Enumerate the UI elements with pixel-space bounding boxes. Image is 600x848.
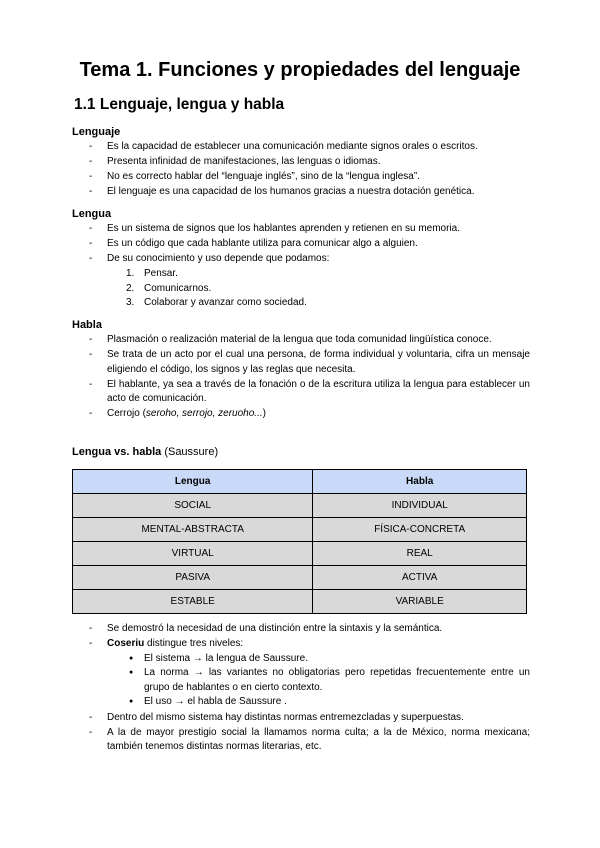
item-number: 3. [126,297,135,309]
list-item: - De su conocimiento y uso depende que podamos: [72,252,530,267]
cerrojo-prefix: Cerrojo ( [107,408,146,420]
level-item: ● El sistema → la lengua de Saussure. [72,652,530,667]
item-number: 1. [126,268,135,280]
comparison-heading [72,445,530,460]
coseriu-name: Coseriu [107,638,145,650]
table-cell: REAL [313,542,527,566]
item-text: Pensar. [144,268,178,280]
numbered-item [72,267,530,282]
table-cell: FÍSICA-CONCRETA [313,518,527,542]
list-item: - Presenta infinidad de manifestaciones, las lenguas o idiomas. [72,155,530,170]
cerrojo-suffix: ) [262,408,266,420]
list-item [72,637,530,710]
table-cell: ACTIVA [313,566,527,590]
table-header-row [73,470,527,494]
item-text: Colaborar y avanzar como sociedad. [144,297,307,309]
numbered-item [72,296,530,311]
lenguaje-section [72,125,530,200]
table-row [73,518,527,542]
coseriu-levels [72,652,530,710]
list-item: - Es la capacidad de establecer una comunicación mediante signos orales o escritos. [72,140,530,155]
table-cell: INDIVIDUAL [313,494,527,518]
table-row [73,566,527,590]
table-row [73,542,527,566]
table-cell: PASIVA [73,566,313,590]
habla-list [72,333,530,422]
table-cell: SOCIAL [73,494,313,518]
page-title: Tema 1. Funciones y propiedades del lenguaje [79,59,521,81]
coseriu-rest: distingue tres niveles: [144,638,244,650]
list-item: - Es un sistema de signos que los hablantes aprenden y retienen en su memoria. [72,222,530,237]
table-row [73,494,527,518]
level-item: ● El uso → el habla de Saussure . [72,695,530,710]
lenguaje-heading: Lenguaje [72,126,121,138]
comparison-title: Lengua vs. habla [72,446,162,458]
table-cell: ESTABLE [73,590,313,614]
lengua-heading: Lengua [72,208,112,220]
list-item: - Se trata de un acto por el cual una persona, de forma individual y voluntaria, cifra un mensaje eligiendo el código, los signos y las reglas que necesita. [72,348,530,377]
list-item: - Dentro del mismo sistema hay distintas normas entremezcladas y superpuestas. [72,711,530,726]
table-cell: MENTAL-ABSTRACTA [73,518,313,542]
level-item: ● La norma → las variantes no obligatorias pero repetidas frecuentemente entre un grupo de hablantes o en cierto contexto. [72,666,530,695]
comparison-source: (Saussure) [164,446,219,458]
habla-heading: Habla [72,319,102,331]
list-item [72,407,530,422]
table-cell: VIRTUAL [73,542,313,566]
list-item: - Se demostró la necesidad de una distinción entre la sintaxis y la semántica. [72,622,530,637]
list-item: - El lenguaje es una capacidad de los humanos gracias a nuestra dotación genética. [72,185,530,200]
comparison-table [72,469,527,614]
list-item: - A la de mayor prestigio social la llamamos norma culta; a la de México, norma mexicana; también tenemos distintas normas literarias, etc. [72,726,530,755]
list-item: - El hablante, ya sea a través de la fonación o de la escritura utiliza la lengua para establecer un acto de comunicación. [72,378,530,407]
item-number: 2. [126,282,135,294]
item-text: Comunicarnos. [144,282,212,294]
column-header: Habla [313,470,527,494]
lengua-section [72,207,530,311]
column-header: Lengua [73,470,313,494]
section-heading: 1.1 Lenguaje, lengua y habla [74,96,285,113]
numbered-item [72,282,530,297]
after-table-section [72,622,530,755]
after-list [72,622,530,755]
list-item: - Es un código que cada hablante utiliza para comunicar algo a alguien. [72,237,530,252]
table-row [73,590,527,614]
lengua-numbered-list [72,267,530,311]
table-cell: VARIABLE [313,590,527,614]
cerrojo-examples: seroho, serrojo, zeruoho... [145,408,263,420]
list-item: - No es correcto hablar del “lenguaje inglés”, sino de la “lengua inglesa”. [72,170,530,185]
lenguaje-list [72,140,530,200]
list-item: - Plasmación o realización material de la lengua que toda comunidad lingüística conoce. [72,333,530,348]
lengua-list [72,222,530,267]
habla-section [72,318,530,423]
